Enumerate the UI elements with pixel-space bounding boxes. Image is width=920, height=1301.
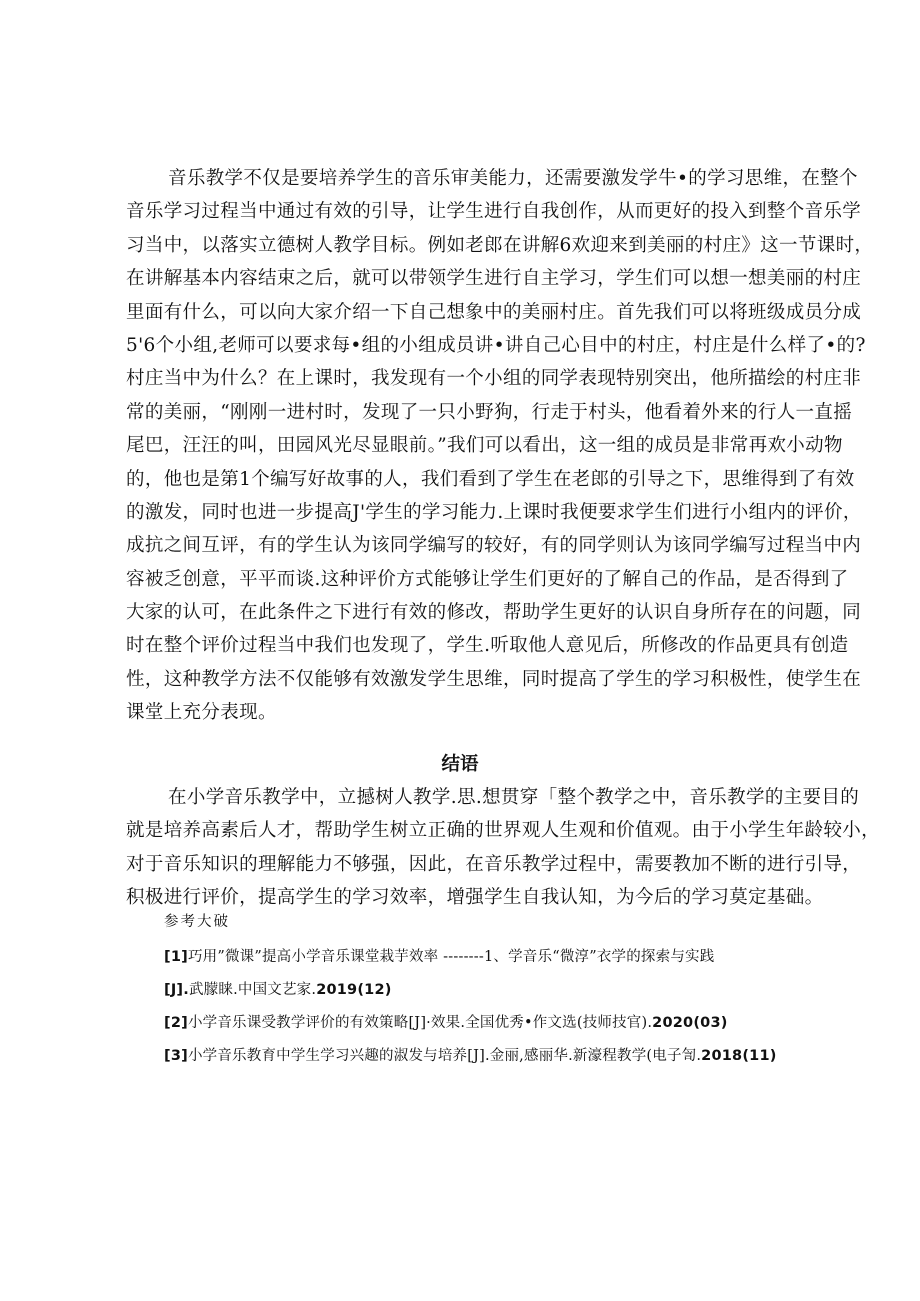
paragraph-line: 里面有什么，可以向大家介绍一下自己想象中的美丽村庄。首先我们可以将班级成员分成 xyxy=(126,301,862,323)
references-section xyxy=(126,911,794,1073)
reference-number: [3] xyxy=(164,1048,188,1064)
paragraph-line: 性，这种教学方法不仅能够有效激发学生思维，同时提高了学生的学习积极性，使学生在 xyxy=(126,668,862,690)
reference-item xyxy=(126,941,794,974)
paragraph-line: 积极进行评价，提高学生的学习效率，增强学生自我认知，为今后的学习莫定基础。 xyxy=(126,887,824,909)
references-heading: 参考大破 xyxy=(164,914,230,930)
reference-item xyxy=(126,1040,794,1073)
paragraph-line: 大家的认可，在此条件之下进行有效的修改，帮助学生更好的认识自身所存在的问题，同 xyxy=(126,602,862,624)
paragraph-line: 尾巴，汪汪的叫，田园风光尽显眼前。”我们可以看出，这一组的成员是非常再欢小动物 xyxy=(126,435,843,457)
paragraph-line: 的，他也是第1个编写好故事的人，我们看到了学生在老郎的引导之下，思维得到了有效 xyxy=(126,468,855,490)
paragraph-line: 在小学音乐教学中，立撼树人教学.思.想贯穿「整个教学之中，音乐教学的主要目的 xyxy=(168,787,860,808)
paragraph-line: 5'6个小组,老师可以要求每•组的小组成员讲•讲自己心目中的村庄，村庄是什么样了•的? xyxy=(126,334,866,356)
paragraph-line: 在讲解基本内容结束之后，就可以带领学生进行自主学习，学生们可以想一想美丽的村庄 xyxy=(126,268,862,290)
reference-number: [1] xyxy=(164,949,188,965)
conclusion-paragraph xyxy=(126,781,881,915)
paragraph-line: 常的美丽，“刚刚一进村时，发现了一只小野狗，行走于村头，他看着外来的行人一直摇 xyxy=(126,401,853,423)
paragraph-line: 习当中，以落实立德树人教学目标。例如老郎在讲解6欢迎来到美丽的村庄》这一节课时， xyxy=(126,234,874,256)
section-title-conclusion: 结语 xyxy=(441,754,479,775)
reference-text: 巧用”微课”提高小学音乐课堂栽芋效率 --------1、学音乐“微淳”衣学的探索与实践 xyxy=(187,949,715,965)
reference-item xyxy=(126,974,794,1007)
paragraph-line: 容被乏创意，平平而谈.这种评价方式能够让学生们更好的了解自己的作品，是否得到了 xyxy=(126,568,849,590)
paragraph-line: 成抗之间互评，有的学生认为该同学编写的较好，有的同学则认为该同学编写过程当中内 xyxy=(126,535,862,557)
main-paragraph xyxy=(126,162,874,730)
paragraph-line: 音乐教学不仅是要培养学生的音乐审美能力，还需要激发学牛•的学习思维，在整个 xyxy=(168,168,858,189)
reference-text: 小学音乐教育中学生学习兴趣的淑发与培养[J].金丽,感丽华.新濠程教学(电子訇. xyxy=(187,1048,702,1064)
reference-item xyxy=(126,1007,794,1040)
reference-year: 2018(11) xyxy=(701,1048,777,1064)
paragraph-line: 课堂上充分表现。 xyxy=(126,702,277,724)
paragraph-line: 村庄当中为什么？在上课时，我发现有一个小组的同学表现特别突出，他所描绘的村庄非 xyxy=(126,368,862,390)
reference-number: [J]. xyxy=(164,982,189,998)
paragraph-line: 音乐学习过程当中通过有效的引导，让学生进行自我创作，从而更好的投入到整个音乐学 xyxy=(126,201,862,223)
reference-number: [2] xyxy=(164,1015,188,1031)
paragraph-line: 时在整个评价过程当中我们也发现了，学生.听取他人意见后，所修改的作品更具有创造 xyxy=(126,635,849,657)
reference-text: 小学音乐课受教学评价的有效策略[J]·效果.全国优秀•作文选(技师技官). xyxy=(187,1015,653,1031)
paragraph-line: 的激发，同时也进一步提高J'学生的学习能力.上课时我便要求学生们进行小组内的评价， xyxy=(126,501,862,523)
reference-year: 2020(03) xyxy=(652,1015,728,1031)
paragraph-line: 就是培养高素后人才，帮助学生树立正确的世界观人生观和价值观。由于小学生年龄较小， xyxy=(126,820,881,842)
paragraph-line: 对于音乐知识的理解能力不够强，因此，在音乐教学过程中，需要教加不断的进行引导， xyxy=(126,853,862,875)
reference-year: 2019(12) xyxy=(316,982,392,998)
reference-text: 武朦睐.中国文艺家. xyxy=(188,982,317,998)
